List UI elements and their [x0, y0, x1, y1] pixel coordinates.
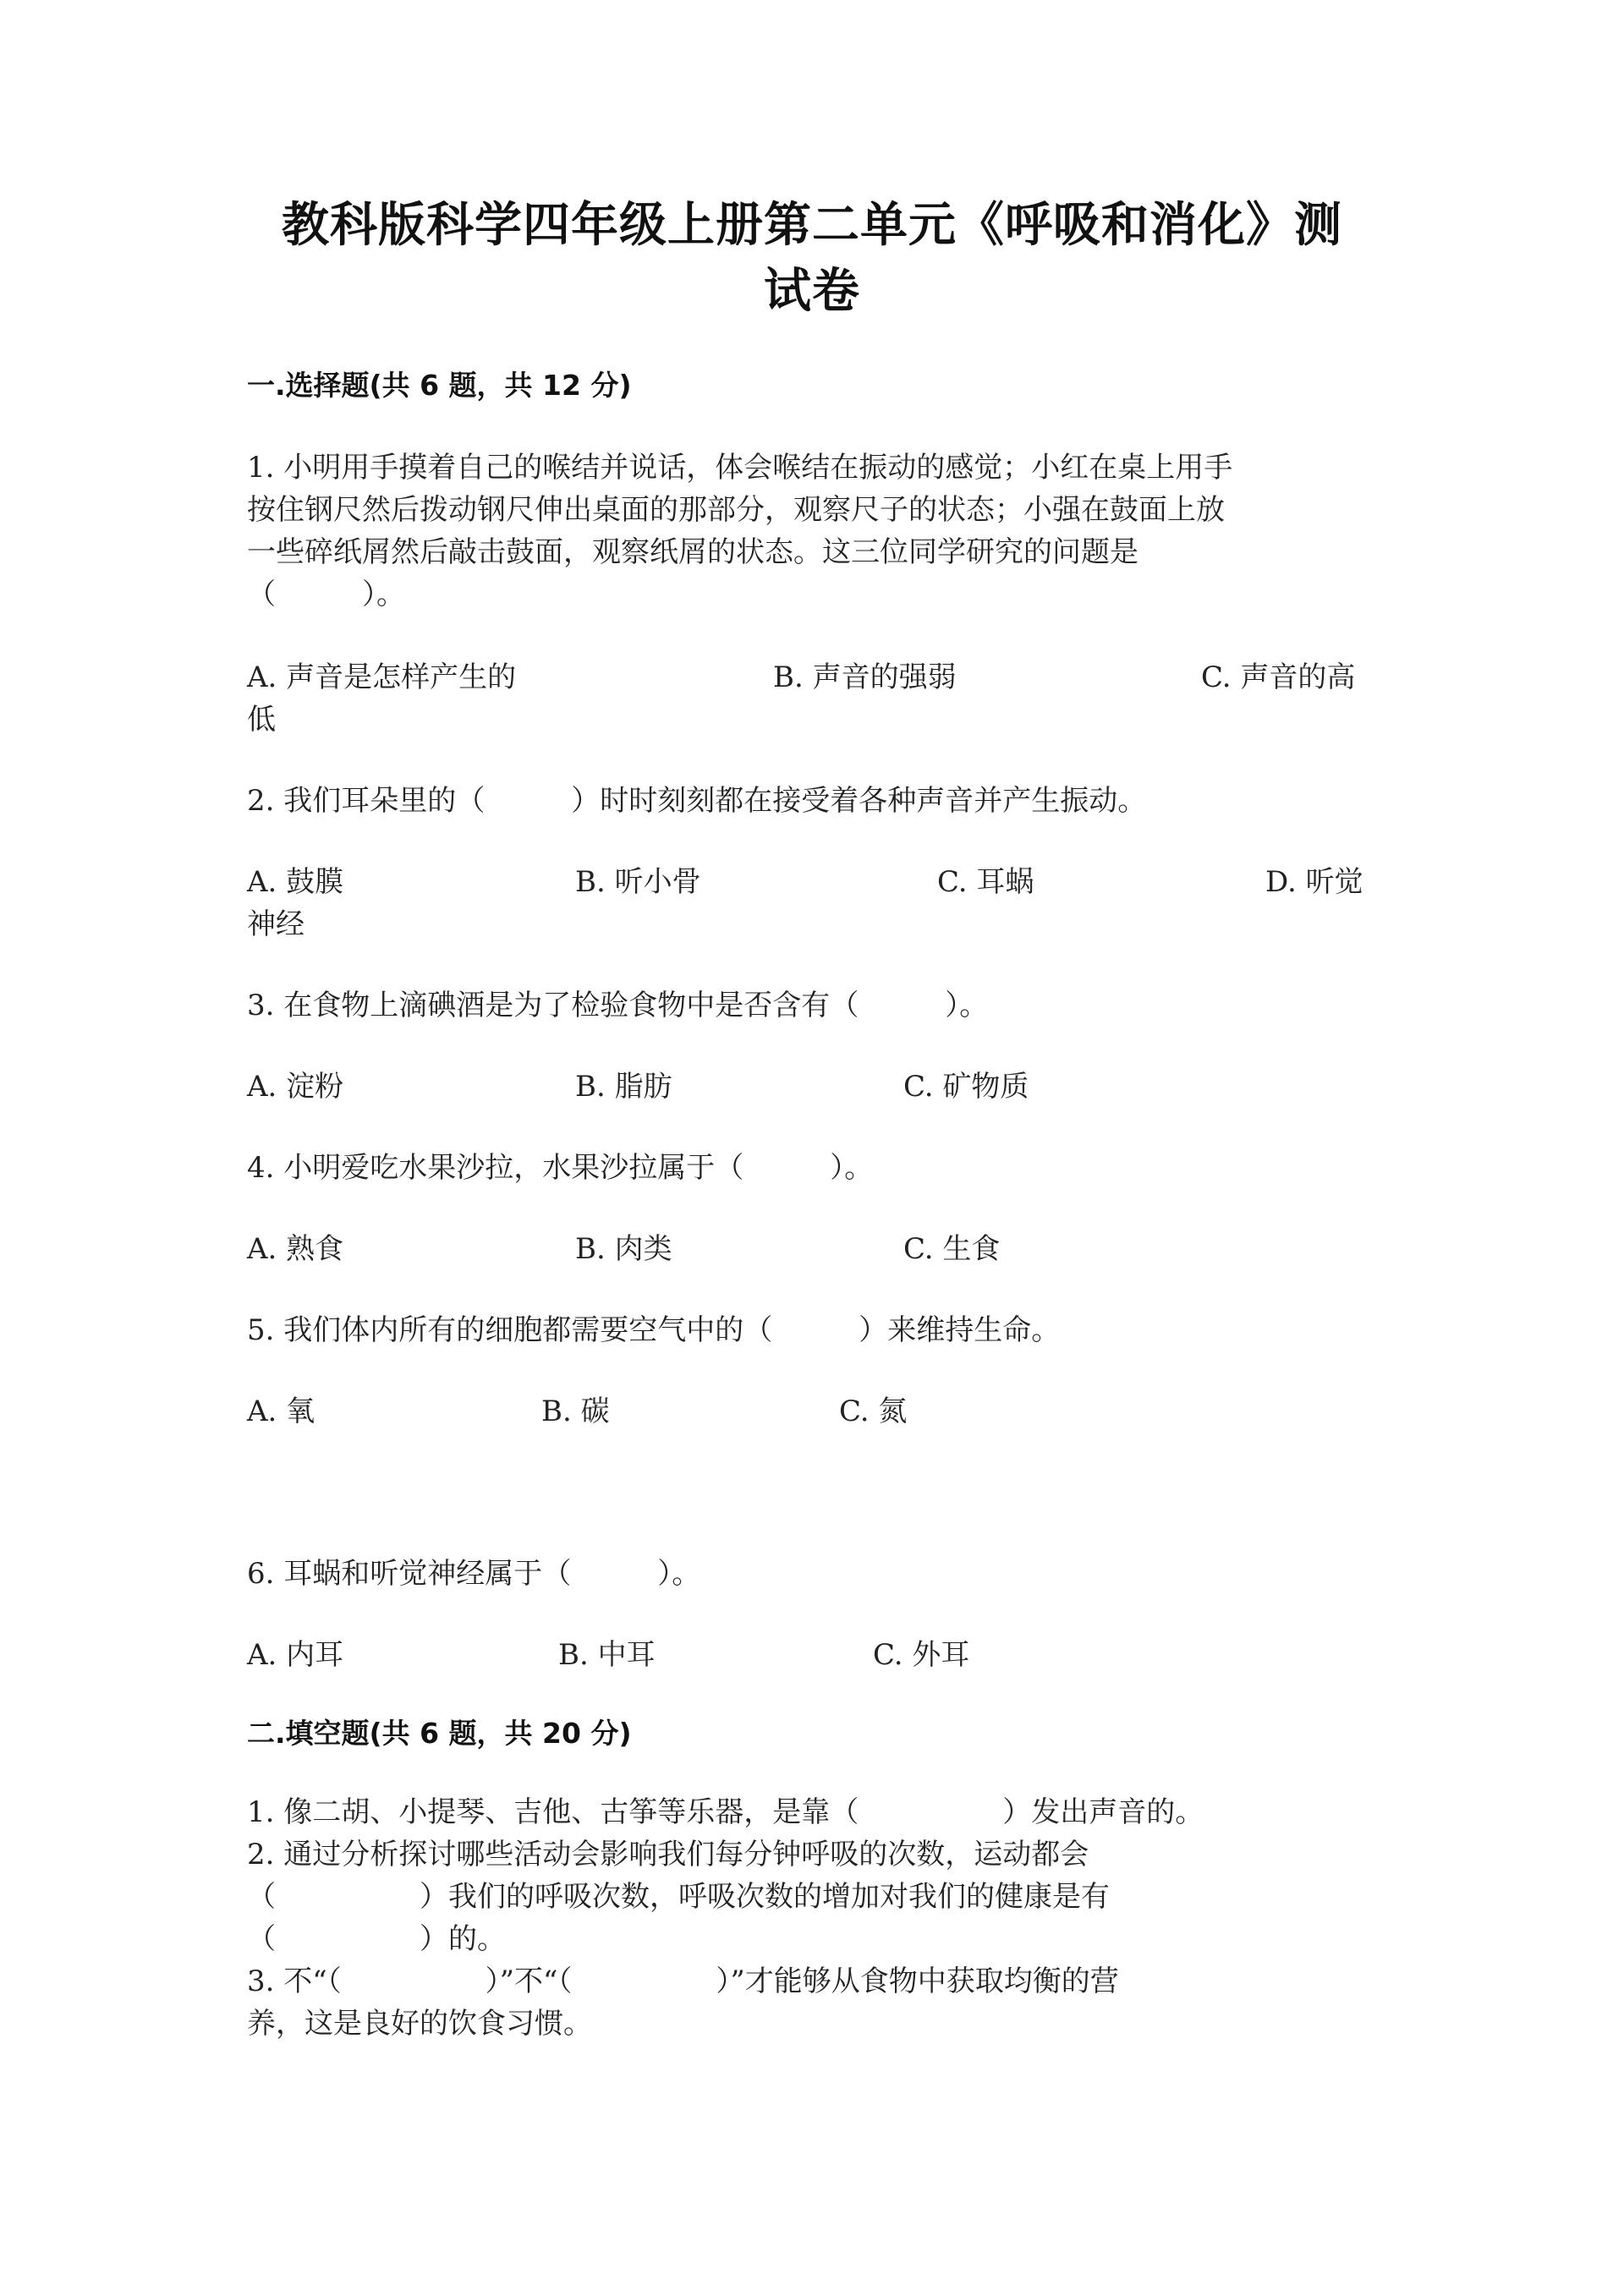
q1-option-c: C. 声音的高 [1201, 660, 1356, 694]
question-line: 3. 不“（ ）”不“（ ）”才能够从食物中获取均衡的营 [247, 1964, 1119, 1998]
question-line: 3. 在食物上滴碘酒是为了检验食物中是否含有（ ）。 [247, 989, 989, 1022]
q6-option-a: A. 内耳 [247, 1638, 344, 1672]
question-line: （ ）我们的呼吸次数，呼吸次数的增加对我们的健康是有 [247, 1880, 1110, 1914]
q5-option-c: C. 氮 [839, 1395, 908, 1428]
title-line-2: 试卷 [764, 264, 860, 319]
q1-option-c-wrap: 低 [247, 703, 276, 737]
question-line: （ ）的。 [247, 1922, 506, 1956]
question-6 [247, 1553, 1372, 1595]
q2-option-a: A. 鼓膜 [247, 865, 344, 899]
q3-option-a: A. 淀粉 [247, 1070, 344, 1104]
title-line-1: 教科版科学四年级上册第二单元《呼吸和消化》测 [282, 198, 1342, 253]
section-heading-multiple-choice: 一.选择题(共 6 题，共 12 分) [247, 369, 632, 402]
q6-option-b: B. 中耳 [558, 1638, 656, 1672]
question-line: 1. 像二胡、小提琴、吉他、古筝等乐器，是靠（ ）发出声音的。 [247, 1795, 1204, 1829]
question-line: 5. 我们体内所有的细胞都需要空气中的（ ）来维持生命。 [247, 1313, 1061, 1347]
q1-option-b: B. 声音的强弱 [773, 660, 957, 694]
question-line: 2. 通过分析探讨哪些活动会影响我们每分钟呼吸的次数，运动都会 [247, 1838, 1089, 1871]
question-line: 4. 小明爱吃水果沙拉，水果沙拉属于（ ）。 [247, 1151, 874, 1185]
q2-option-b: B. 听小骨 [575, 865, 701, 899]
q4-option-c: C. 生食 [903, 1232, 1001, 1266]
fill-question-1 [247, 1791, 1372, 1833]
q2-option-d-wrap: 神经 [247, 907, 304, 941]
q6-option-c: C. 外耳 [873, 1638, 970, 1672]
question-line: 养，这是良好的饮食习惯。 [247, 2007, 592, 2041]
q5-option-b: B. 碳 [541, 1395, 610, 1428]
q1-option-a: A. 声音是怎样产生的 [247, 660, 517, 694]
q3-option-c: C. 矿物质 [903, 1070, 1029, 1104]
q4-option-b: B. 肉类 [575, 1232, 672, 1266]
question-line: （ ）。 [247, 578, 405, 611]
q2-option-d: D. 听觉 [1265, 865, 1363, 899]
q4-option-a: A. 熟食 [247, 1232, 344, 1266]
question-4 [247, 1147, 1372, 1189]
fill-question-3 [247, 1960, 1372, 2045]
question-line: 按住钢尺然后拨动钢尺伸出桌面的那部分，观察尺子的状态；小强在鼓面上放 [247, 493, 1225, 527]
question-line: 6. 耳蜗和听觉神经属于（ ）。 [247, 1557, 701, 1591]
question-line: 2. 我们耳朵里的（ ）时时刻刻都在接受着各种声音并产生振动。 [247, 784, 1147, 818]
question-line: 一些碎纸屑然后敲击鼓面，观察纸屑的状态。这三位同学研究的问题是 [247, 535, 1138, 569]
q3-option-b: B. 脂肪 [575, 1070, 672, 1104]
question-5 [247, 1309, 1372, 1351]
question-3 [247, 984, 1372, 1027]
question-2 [247, 780, 1372, 822]
question-1 [247, 447, 1372, 616]
q5-option-a: A. 氧 [247, 1395, 315, 1428]
fill-question-2 [247, 1833, 1372, 1960]
section-heading-fill-in-blank: 二.填空题(共 6 题，共 20 分) [247, 1717, 632, 1750]
q2-option-c: C. 耳蜗 [937, 865, 1034, 899]
page-title [245, 193, 1379, 325]
question-line: 1. 小明用手摸着自己的喉结并说话，体会喉结在振动的感觉；小红在桌上用手 [247, 451, 1233, 485]
